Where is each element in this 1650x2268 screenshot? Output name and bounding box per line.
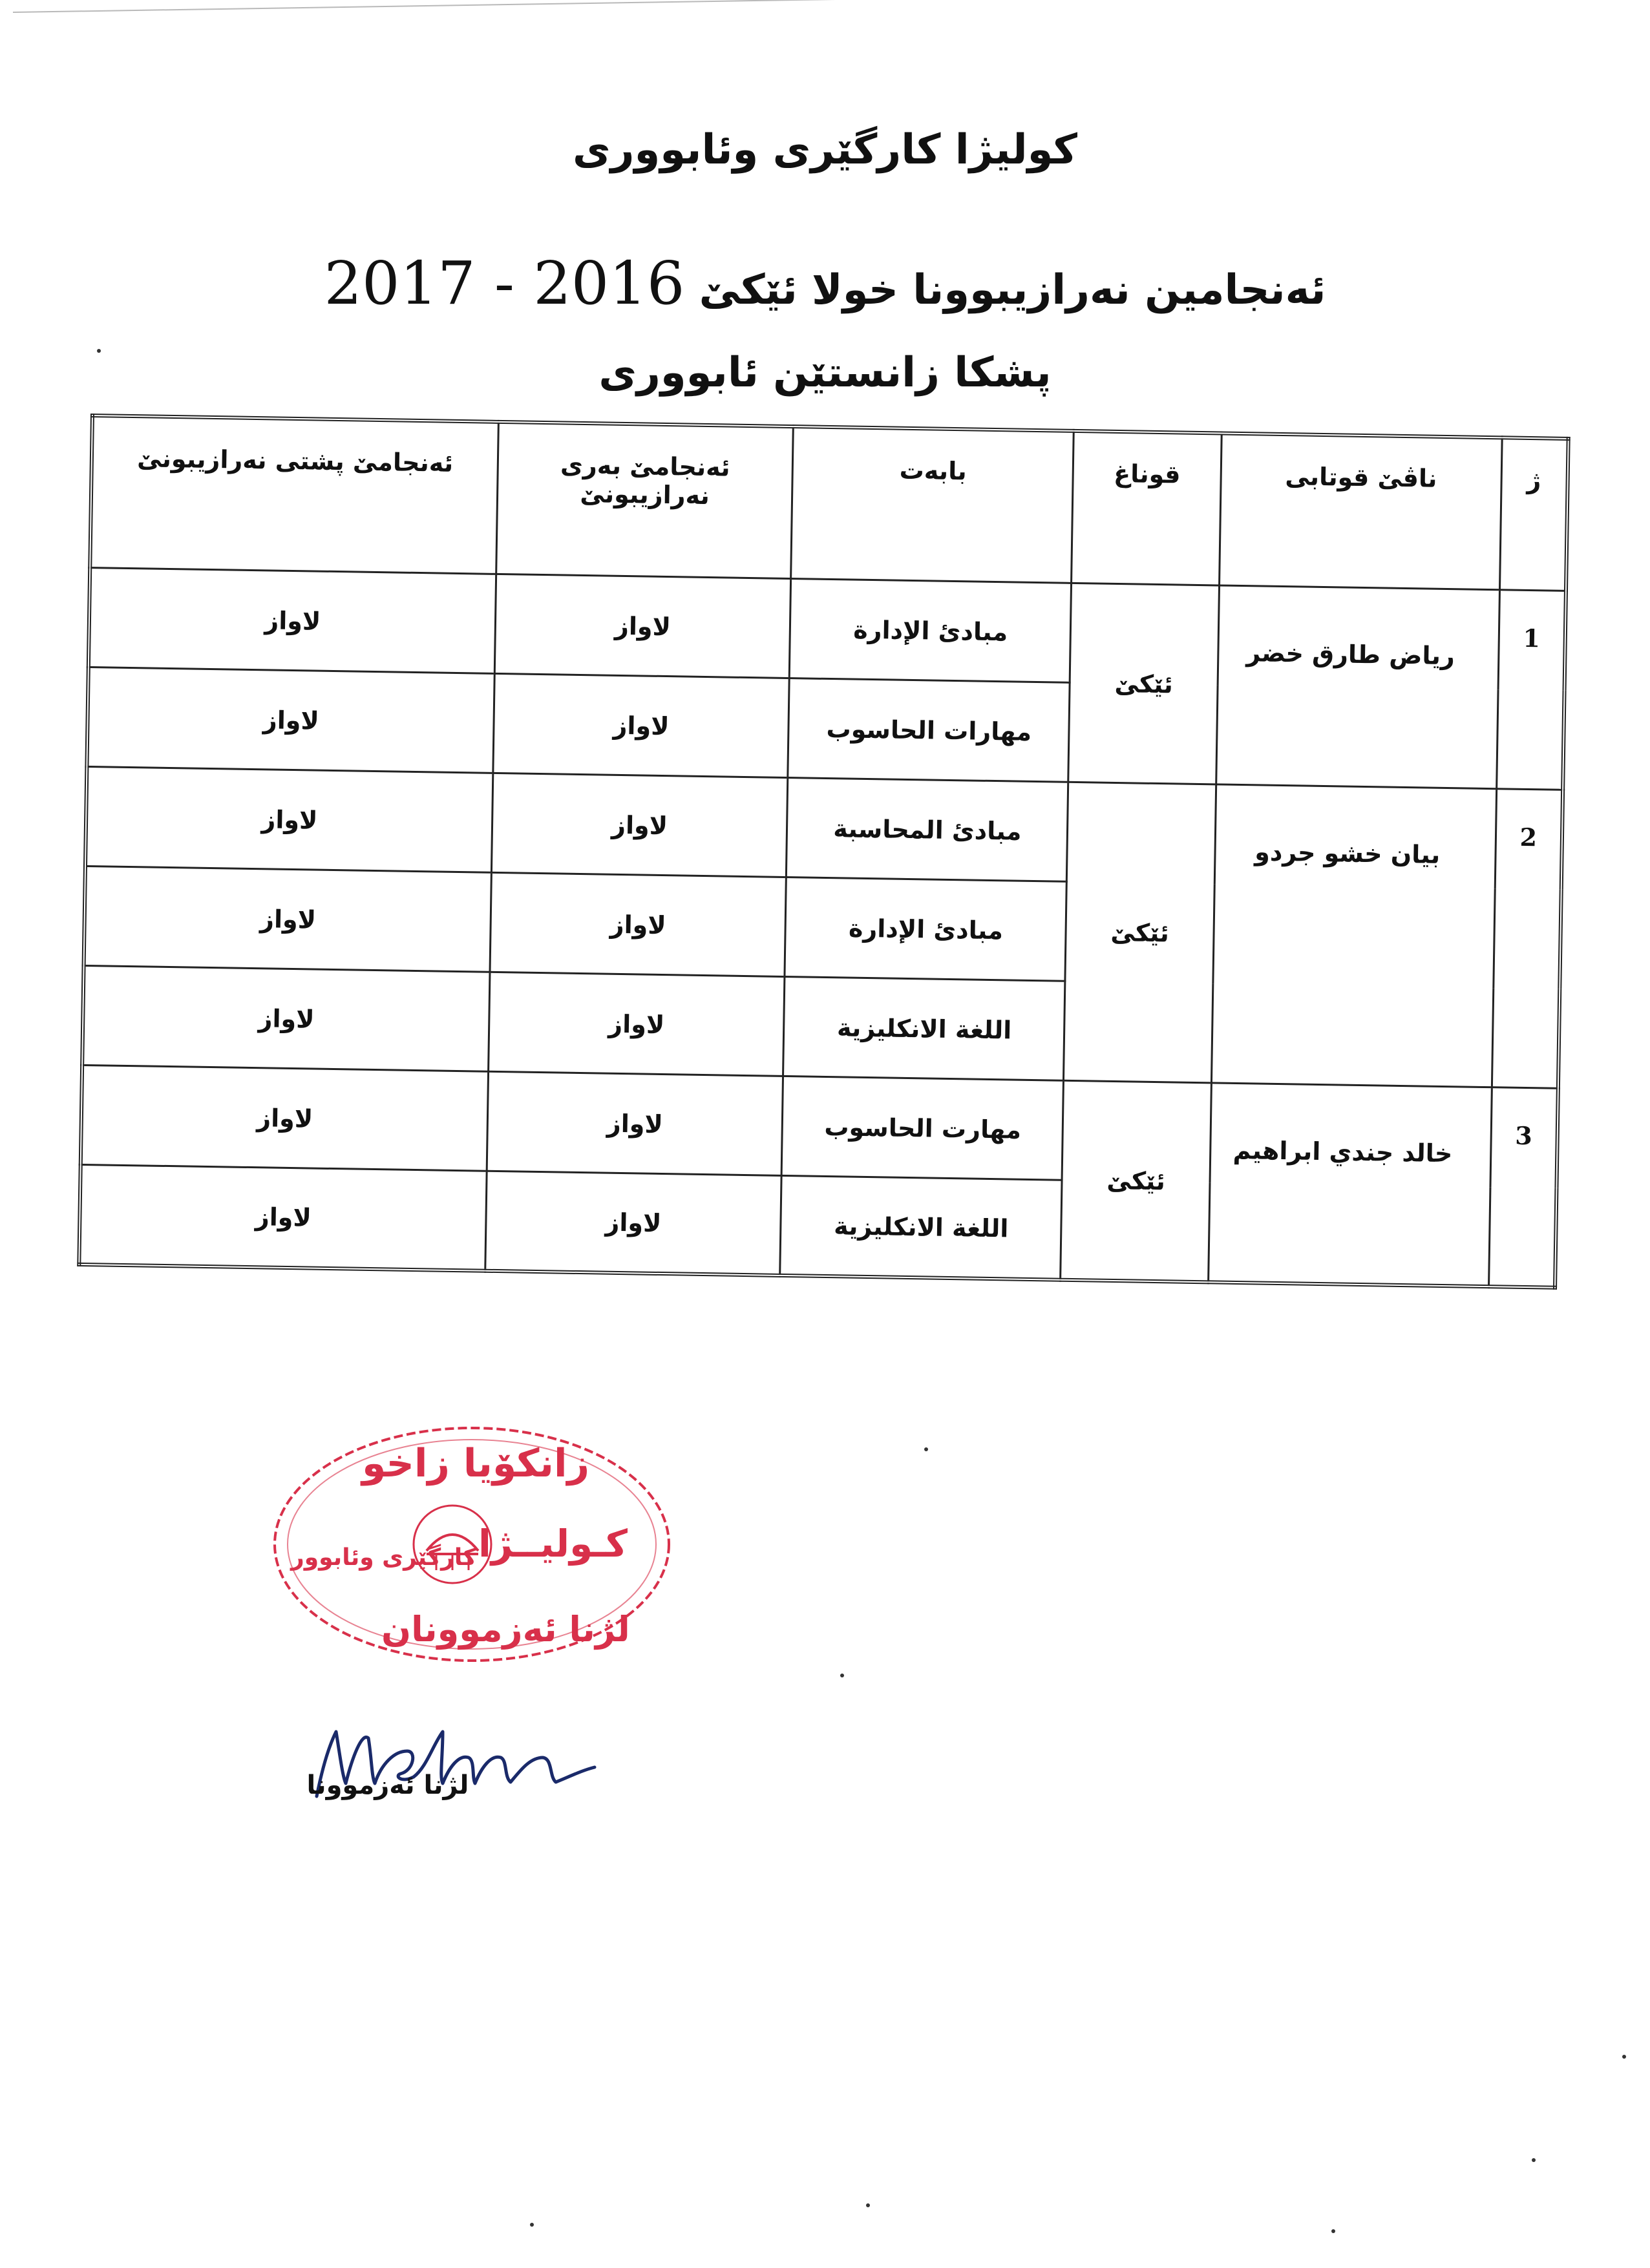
stamp-university: زانكۆيا زاخو xyxy=(362,1441,590,1486)
result-before-cell: لاواز xyxy=(485,1171,781,1276)
student-number: 2 xyxy=(1492,789,1563,1089)
subject-cell: مهارات الحاسوب xyxy=(788,678,1070,782)
result-before-cell: لاواز xyxy=(494,574,791,678)
result-after-cell: لاواز xyxy=(82,966,489,1072)
results-table xyxy=(77,414,1570,1290)
subject-cell: مبادئ المحاسبة xyxy=(787,778,1068,882)
scan-speck xyxy=(1331,2229,1335,2233)
result-after-cell: لاواز xyxy=(89,568,496,674)
scan-speck xyxy=(530,2223,534,2227)
scan-speck xyxy=(1532,2158,1536,2162)
scan-speck xyxy=(840,1674,844,1677)
scan-speck xyxy=(866,2203,870,2207)
result-before-cell: لاواز xyxy=(490,873,787,977)
result-before-cell: لاواز xyxy=(492,673,789,777)
stamp-college-name: كارگێرى وئابوور xyxy=(291,1544,477,1571)
student-number: 1 xyxy=(1496,590,1566,790)
academic-year: 2017 - 2016 xyxy=(324,249,685,318)
col-header-stage: قوناغ xyxy=(1072,431,1222,585)
result-before-cell: لاواز xyxy=(488,972,785,1076)
department-title: پشكا زانستێن ئابوورى xyxy=(598,349,1052,397)
stamp-college: كـوليــژا xyxy=(478,1522,628,1566)
result-before-cell: لاواز xyxy=(487,1072,783,1176)
stamp-committee: لژنا ئەزموونان xyxy=(381,1609,630,1650)
result-after-cell: لاواز xyxy=(81,1066,488,1171)
subject-cell: اللغة الانكليزية xyxy=(783,977,1065,1081)
col-header-result-before: ئەنجامێ بەرى نەرازيبونێ xyxy=(496,422,793,579)
student-number: 3 xyxy=(1488,1087,1558,1288)
student-name: خالد جندي ابراهيم xyxy=(1208,1083,1492,1286)
scan-speck xyxy=(97,349,101,353)
subject-cell: اللغة الانكليزية xyxy=(780,1176,1062,1280)
scan-speck xyxy=(924,1447,928,1451)
subject-cell: مهارت الحاسوب xyxy=(782,1076,1064,1181)
col-header-student-name: ناڤێ قوتابى xyxy=(1219,433,1502,589)
result-after-cell: لاواز xyxy=(85,767,492,873)
result-after-cell: لاواز xyxy=(87,667,494,773)
signature-caption: لژنا ئەزموونا xyxy=(306,1770,469,1800)
student-stage: ئێكێ xyxy=(1068,583,1219,784)
document-title xyxy=(0,249,1650,318)
results-table-container xyxy=(77,414,1570,1290)
col-header-result-after: ئەنجامێ پشتى نەرازيبونێ xyxy=(90,415,498,574)
subject-cell: مبادئ الإدارة xyxy=(790,579,1072,683)
subject-cell: مبادئ الإدارة xyxy=(785,877,1066,982)
scan-speck xyxy=(1622,2055,1626,2059)
student-name: بيان خشو جردو xyxy=(1211,784,1496,1087)
college-title: كوليژا كارگێرى وئابوورى xyxy=(573,126,1077,174)
col-header-subject: بابەت xyxy=(791,426,1074,583)
student-stage: ئێكێ xyxy=(1064,782,1216,1083)
scan-edge-line xyxy=(13,0,1047,13)
student-stage: ئێكێ xyxy=(1061,1081,1211,1283)
col-header-number: ژ xyxy=(1499,437,1568,591)
result-before-cell: لاواز xyxy=(491,773,788,877)
official-stamp xyxy=(265,1415,679,1674)
result-after-cell: لاواز xyxy=(79,1165,486,1271)
student-name: رياض طارق خضر xyxy=(1216,585,1499,789)
title-text: ئەنجامين نەرازيبوونا خولا ئێكێ xyxy=(699,266,1326,314)
result-after-cell: لاواز xyxy=(84,866,491,972)
